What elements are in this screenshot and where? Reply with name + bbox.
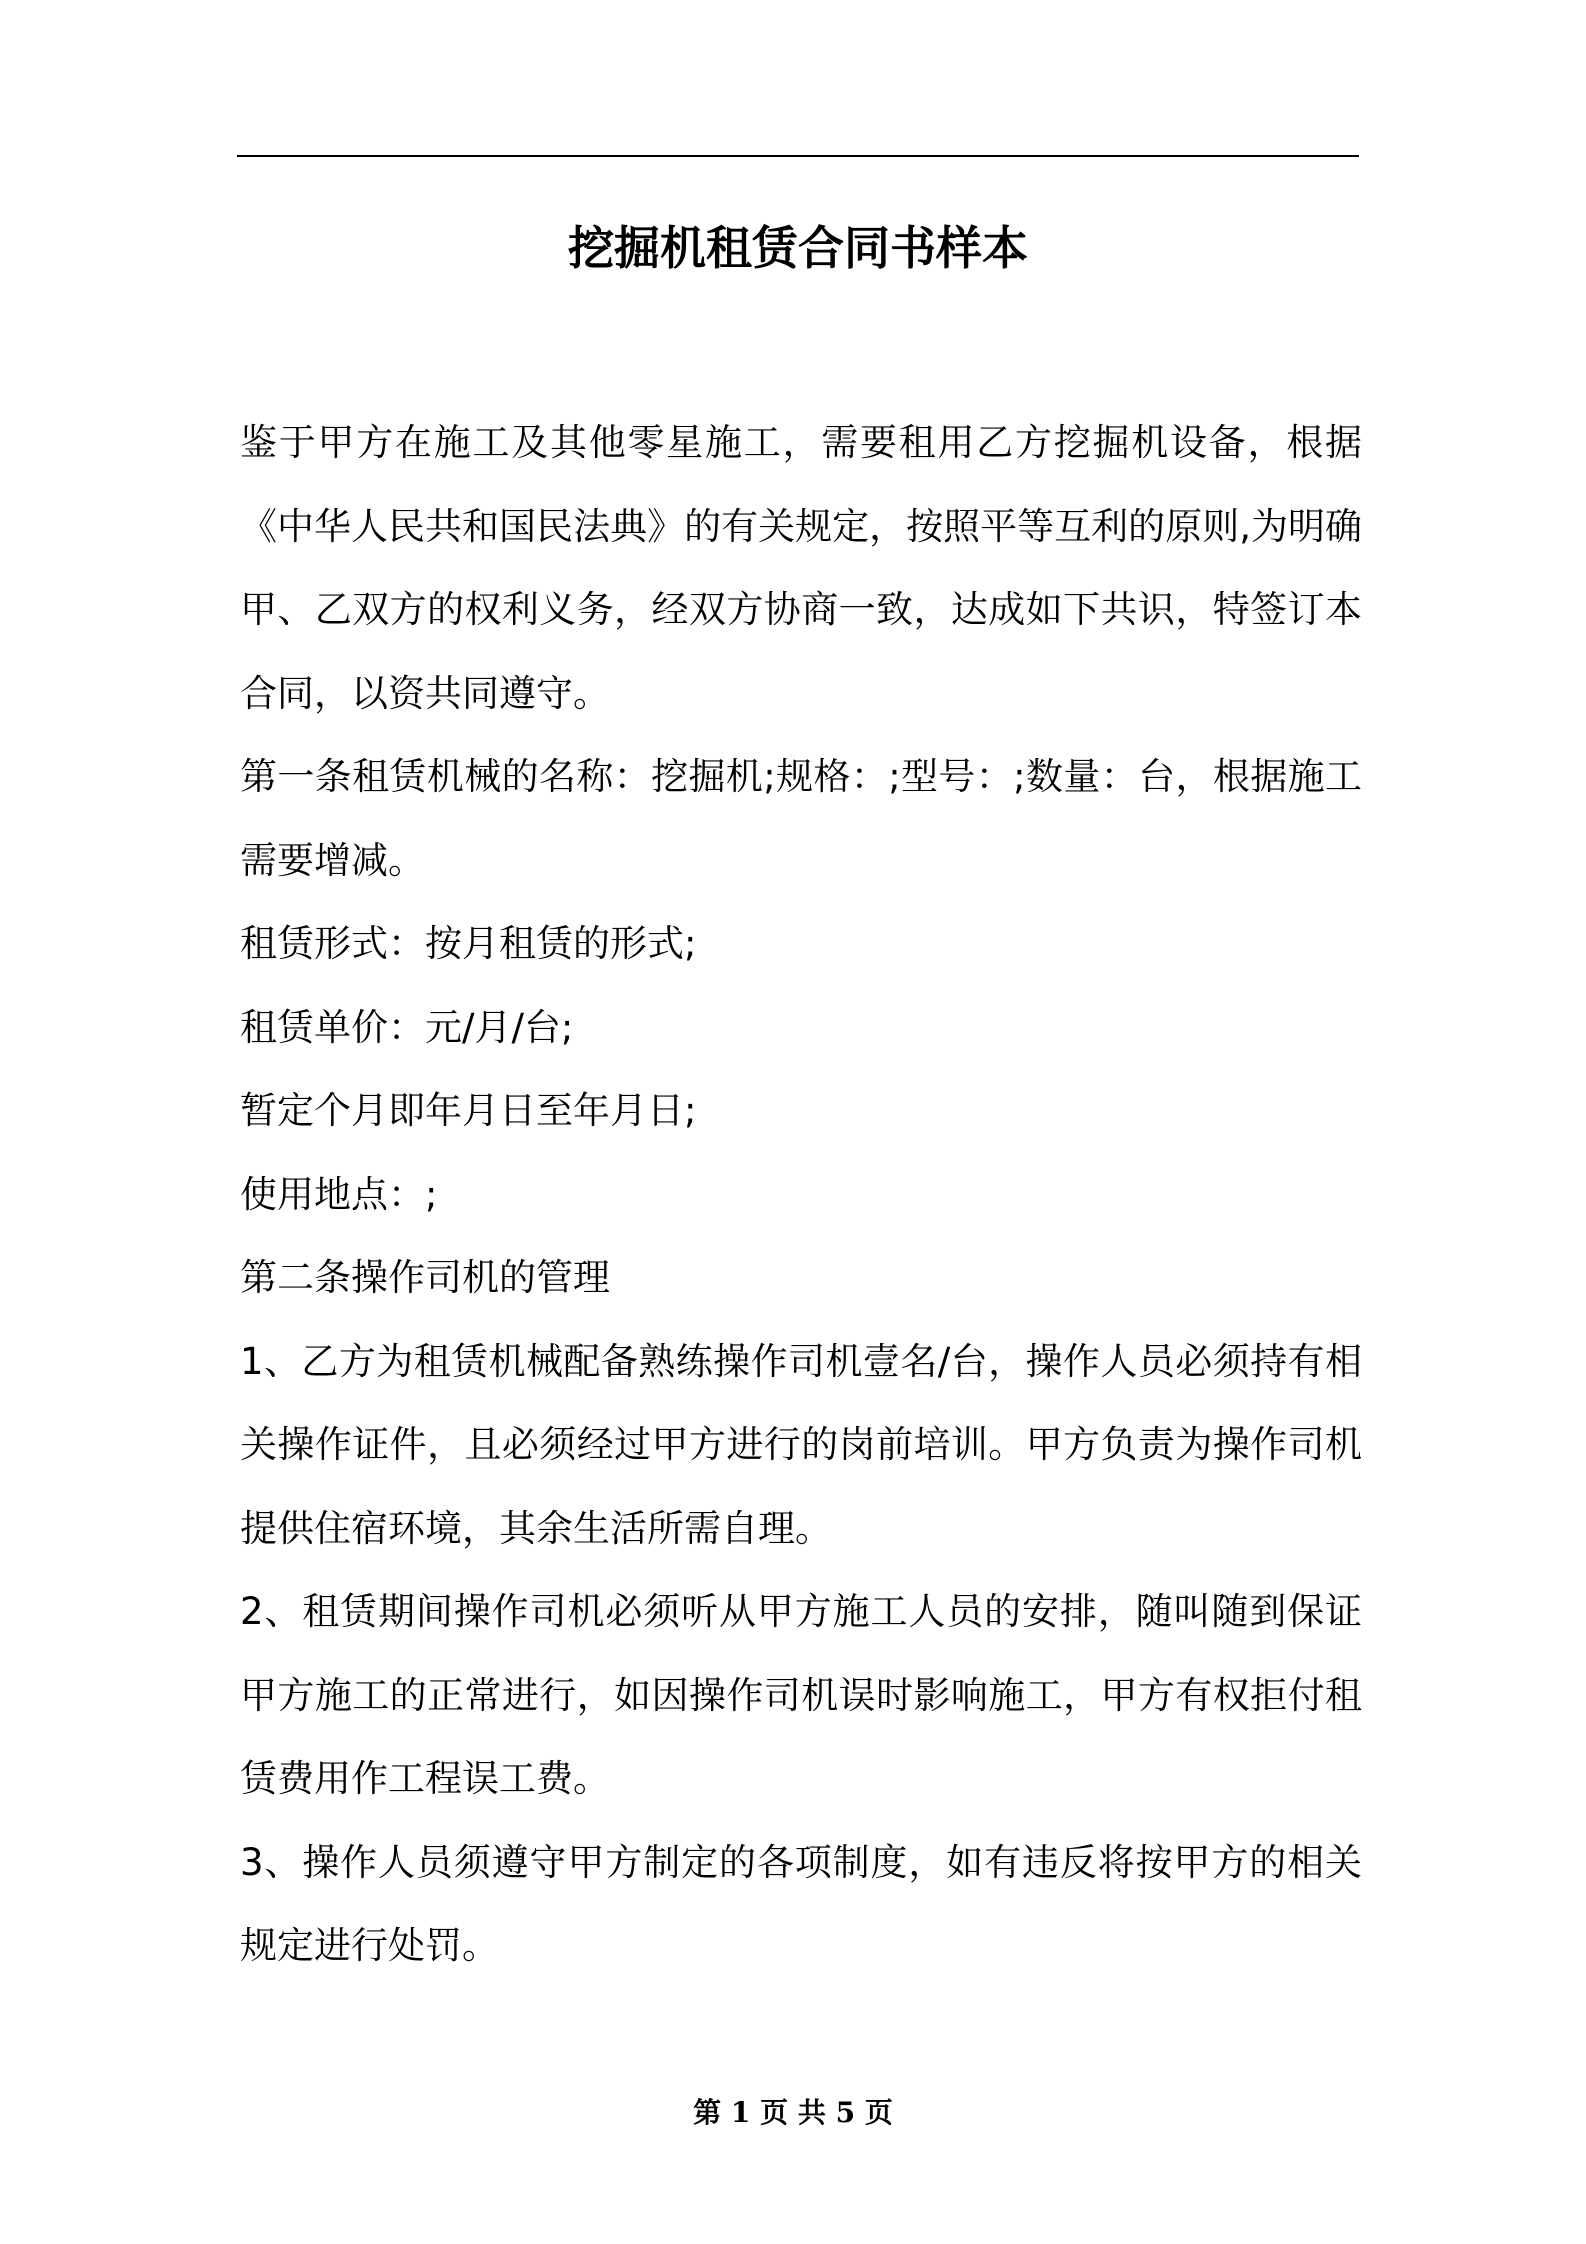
paragraph-article-2-heading: 第二条操作司机的管理	[240, 1256, 610, 1299]
header-divider	[237, 155, 1359, 157]
paragraph-clause-3: 3、操作人员须遵守甲方制定的各项制度，如有违反将按甲方的相关规定进行处罚。	[240, 1840, 1362, 1967]
page-number: 第 1 页 共 5 页	[693, 2096, 893, 2129]
document-title: 挖掘机租赁合同书样本	[568, 221, 1028, 275]
document-body	[240, 401, 1362, 1988]
paragraph-clause-1: 1、乙方为租赁机械配备熟练操作司机壹名/台，操作人员必须持有相关操作证件，且必须经过甲方进行的岗前培训。甲方负责为操作司机提供住宿环境，其余生活所需自理。	[240, 1339, 1362, 1550]
paragraph-article-1: 第一条租赁机械的名称：挖掘机;规格：;型号：;数量：台，根据施工需要增减。	[240, 755, 1362, 882]
paragraph-rental-period: 暂定个月即年月日至年月日;	[240, 1089, 697, 1132]
paragraph-clause-2: 2、租赁期间操作司机必须听从甲方施工人员的安排，随叫随到保证甲方施工的正常进行，如因操作司机误时影响施工，甲方有权拒付租赁费用作工程误工费。	[240, 1590, 1362, 1800]
paragraph-preamble: 鉴于甲方在施工及其他零星施工，需要租用乙方挖掘机设备，根据《中华人民共和国民法典》的有关规定，按照平等互利的原则,为明确甲、乙双方的权利义务，经双方协商一致，达成如下共识，特签订本合同，以资共同遵守。	[240, 421, 1362, 715]
paragraph-rental-form: 租赁形式：按月租赁的形式;	[240, 922, 697, 965]
paragraph-unit-price: 租赁单价：元/月/台;	[240, 1005, 574, 1049]
paragraph-location: 使用地点：;	[240, 1172, 438, 1216]
